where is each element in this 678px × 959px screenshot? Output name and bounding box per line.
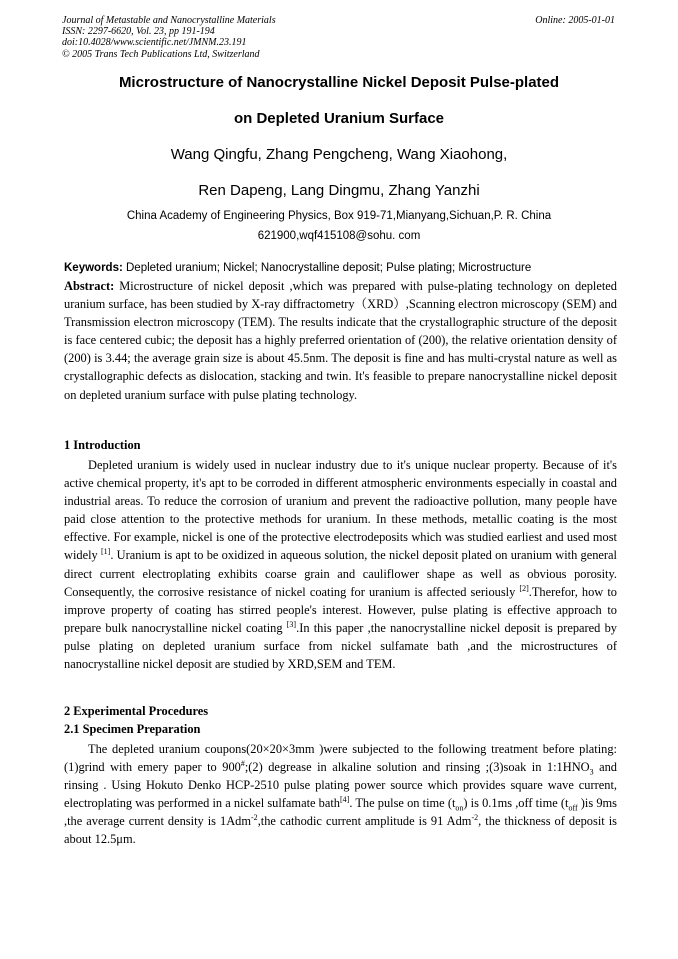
authors-line-1: Wang Qingfu, Zhang Pengcheng, Wang Xiaohong, — [170, 146, 508, 163]
exp-text-4: . The pulse on time (t — [349, 796, 456, 811]
journal-name: Journal of Metastable and Nanocrystalline Materials — [62, 15, 276, 26]
abstract-text: Microstructure of nickel deposit ,which was prepared with pulse-plating technology on depleted uranium surface, has been studied by X-ray diffractometry（XRD）,Scanning electron microscopy (SEM) and Transmission electron microscopy (TEM). The results indicate that the crystallographic structure of the deposit is face centered cubic; the deposit has a highly preferred orientation of (200), the relative orientation density of (200) is 3.44; the average grain size is about 45.5nm. The deposit is fine and has multi-crystal nature as well as crystallographic defects as dislocation, stacking and twin. It's feasible to prepare nanocrystalline nickel deposit on depleted uranium surface with pulse plating technology. — [64, 279, 617, 402]
online-date: Online: 2005-01-01 — [535, 15, 615, 26]
citation-2: [2] — [519, 583, 529, 593]
intro-text-1: Depleted uranium is widely used in nuclear industry due to it's unique nuclear property. Because of it's active chemical property, it's apt to be corroded in different atmospheric environments especially in coastal and industrial areas. To reduce the corrosion of uranium and prevent the radioactive pollution, many people have paid close attention to the protective methods for uranium. In these methods, metallic coating is the most effective. For example, nickel is one of the protective electrodeposits which was studied earliest and used most widely — [64, 458, 617, 563]
t-off-sub: off — [568, 803, 578, 813]
issn: ISSN: 2297-6620, Vol. 23, pp 191-194 — [62, 26, 215, 38]
keywords-text: Depleted uranium; Nickel; Nanocrystalline deposit; Pulse plating; Microstructure — [122, 262, 532, 274]
journal-header — [62, 15, 615, 60]
experimental-paragraph — [64, 740, 617, 849]
abstract — [64, 277, 617, 404]
intro-heading: 1 Introduction — [64, 438, 141, 452]
affiliation-line-1: China Academy of Engineering Physics, Box 919-71,Mianyang,Sichuan,P. R. China — [126, 210, 552, 222]
exp-text-5: ) is 0.1ms ,off time (t — [463, 796, 569, 811]
keywords-label: Keywords: — [64, 262, 123, 274]
intro-text-2: . Uranium is apt to be oxidized in aqueous solution, the nickel deposit plated on uranium with general direct current electroplating exhibits coarse grain and cauliflower shape as well as obvious porosity. Consequently, the corrosive resistance of nickel coating for uranium is affected seriously — [64, 548, 617, 599]
affiliation — [40, 206, 638, 246]
exp-text-6: )is 9ms ,the average current density is 1Adm — [64, 796, 617, 829]
affiliation-email: 621900,wqf415108@sohu. com — [257, 230, 421, 242]
exp-text-8: , the thickness of deposit is about 12.5μm. — [64, 814, 617, 847]
paper-title-line-1: Microstructure of Nanocrystalline Nickel Deposit Pulse-plated — [118, 74, 560, 91]
grit-sup: # — [240, 758, 245, 768]
citation-4: [4] — [340, 795, 350, 805]
intro-paragraph — [64, 456, 617, 673]
keywords — [64, 262, 617, 274]
citation-1: [1] — [100, 547, 111, 557]
unit-sup-2: -2 — [471, 813, 479, 823]
exp-text-7: ,the cathodic current amplitude is 91 Adm — [257, 814, 472, 829]
copyright: © 2005 Trans Tech Publications Ltd, Switzerland — [62, 48, 260, 60]
abstract-label: Abstract: — [64, 279, 115, 293]
hno3-sub: 3 — [589, 767, 594, 777]
exp-text-1: The depleted uranium coupons(20×20×3mm )were subjected to the following treatment before plating:(1)grind with emery paper to 900 — [64, 742, 617, 775]
paper-title-line-2: on Depleted Uranium Surface — [233, 110, 445, 127]
unit-sup-1: -2 — [251, 813, 258, 823]
exp-text-2: ;(2) degrease in alkaline solution and rinsing ;(3)soak in 1:1HNO — [244, 760, 590, 775]
t-on-sub: on — [455, 803, 464, 813]
doi: doi:10.4028/www.scientific.net/JMNM.23.191 — [62, 37, 247, 49]
intro-text-3: .Therefor, how to improve property of coating has stirred people's interest. However, pulse plating is effective approach to prepare bulk nanocrystalline nickel coating — [64, 584, 617, 635]
exp-text-3: and rinsing . Using Hokuto Denko HCP-2510 pulse plating power source which provides square wave current, electroplating was performed in a nickel sulfamate bath — [64, 760, 617, 811]
intro-text-4: .In this paper ,the nanocrystalline nickel deposit is prepared by pulse plating on depleted uranium surface from nickel sulfamate bath ,and the microstructures of nanocrystalline nickel deposit are studied by XRD,SEM and TEM. — [64, 620, 617, 672]
authors-line-2: Ren Dapeng, Lang Dingmu, Zhang Yanzhi — [198, 182, 480, 199]
specimen-subheading: 2.1 Specimen Preparation — [64, 722, 201, 736]
experimental-heading: 2 Experimental Procedures — [64, 704, 209, 718]
citation-3: [3] — [286, 619, 297, 629]
